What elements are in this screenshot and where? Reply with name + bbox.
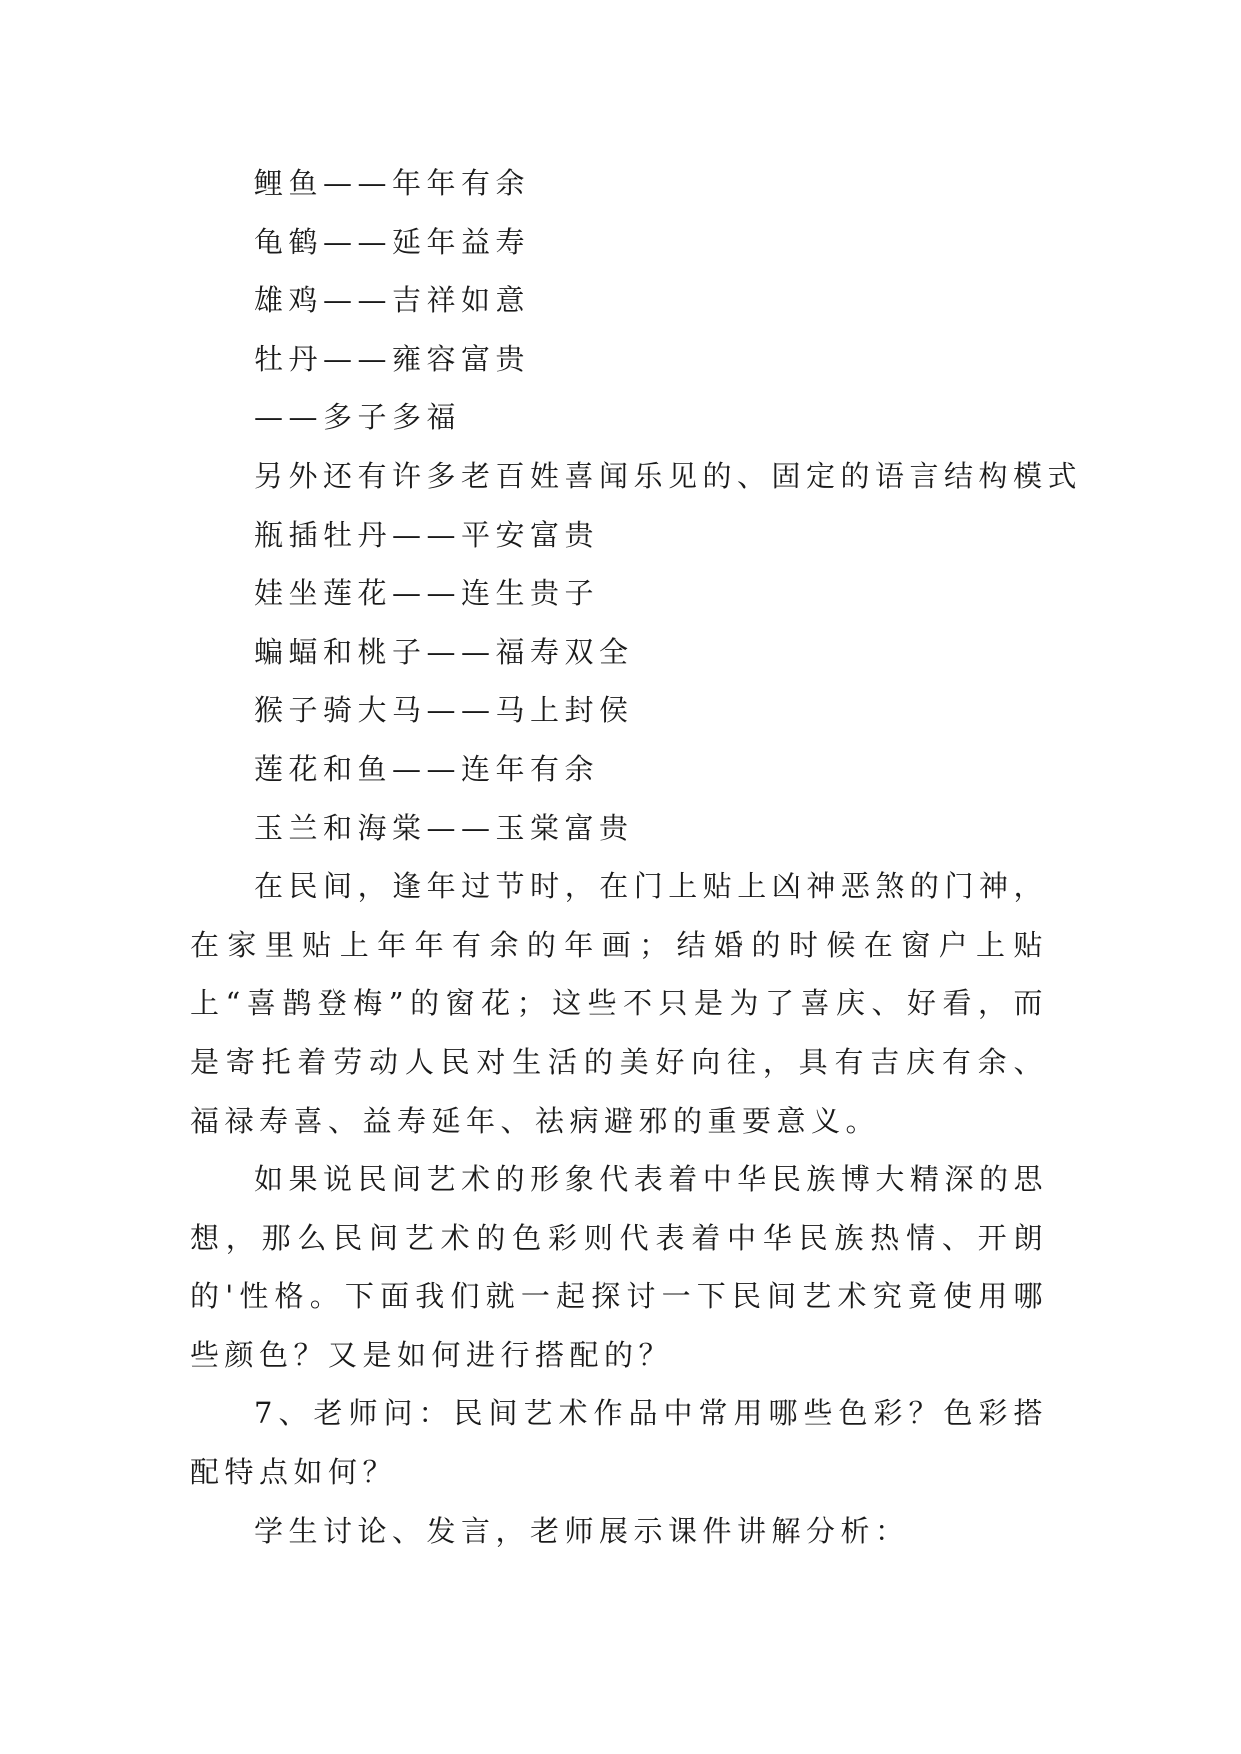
pattern-line: 莲花和鱼——连年有余 bbox=[254, 751, 600, 786]
pattern-line: 蝙蝠和桃子——福寿双全 bbox=[254, 634, 634, 669]
pattern-line: 娃坐莲花——连生贵子 bbox=[254, 576, 600, 611]
symbol-pair-line: 雄鸡——吉祥如意 bbox=[254, 283, 531, 318]
final-line: 学生讨论、发言，老师展示课件讲解分析： bbox=[254, 1513, 910, 1548]
paragraph-folk-colors: 如果说民间艺术的形象代表着中华民族博大精深的思想，那么民间艺术的色彩则代表着中华民族热情、开朗的'性格。下面我们就一起探讨一下民间艺术究竟使用哪些颜色？又是如何进行搭配的？ bbox=[190, 1162, 1048, 1372]
symbol-pair-line: 龟鹤——延年益寿 bbox=[254, 224, 531, 259]
pattern-line: 玉兰和海棠——玉棠富贵 bbox=[254, 810, 634, 845]
pattern-line: 猴子骑大马——马上封侯 bbox=[254, 693, 634, 728]
document-body bbox=[190, 154, 1083, 1560]
symbol-pair-line: ——多子多福 bbox=[254, 400, 462, 435]
symbol-pair-line: 鲤鱼——年年有余 bbox=[254, 166, 531, 200]
intro-line: 另外还有许多老百姓喜闻乐见的、固定的语言结构模式 bbox=[254, 458, 1083, 493]
paragraph-folk-customs: 在民间，逢年过节时，在门上贴上凶神恶煞的门神，在家里贴上年年有余的年画；结婚的时候在窗户上贴上“喜鹊登梅”的窗花；这些不只是为了喜庆、好看，而是寄托着劳动人民对生活的美好向往，具有吉庆有余、福禄寿喜、益寿延年、祛病避邪的重要意义。 bbox=[190, 869, 1048, 1138]
symbol-pair-line: 牡丹——雍容富贵 bbox=[254, 341, 531, 376]
pattern-line: 瓶插牡丹——平安富贵 bbox=[254, 517, 600, 552]
paragraph-teacher-question: 7、老师问：民间艺术作品中常用哪些色彩？色彩搭配特点如何？ bbox=[190, 1396, 1048, 1490]
